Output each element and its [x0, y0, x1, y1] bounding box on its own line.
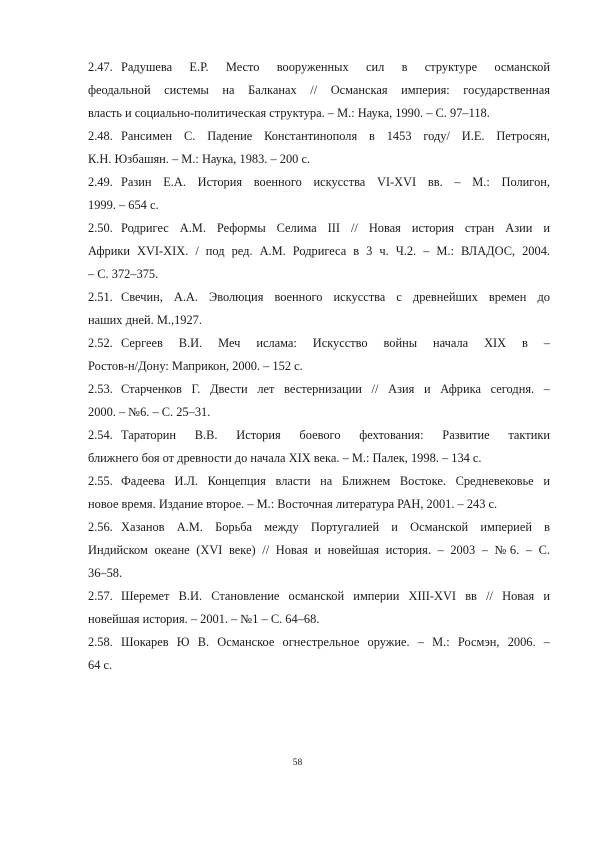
bibliography-entry	[88, 171, 550, 217]
entry-line	[88, 631, 550, 654]
entry-text: Хазанов А.М. Борьба между Португалией и Османской империей в	[121, 520, 550, 534]
entry-line	[88, 171, 550, 194]
entry-line	[88, 401, 550, 424]
entry-line	[88, 654, 550, 677]
entry-number: 2.50.	[88, 221, 113, 235]
entry-line	[88, 447, 550, 470]
entry-line	[88, 332, 550, 355]
entry-text: Индийском океане (XVI веке) // Новая и новейшая история. – 2003 – №6. – С.	[88, 543, 550, 557]
entry-line	[88, 355, 550, 378]
entry-number: 2.47.	[88, 60, 113, 74]
bibliography-entry	[88, 470, 550, 516]
entry-number: 2.52.	[88, 336, 113, 350]
entry-number: 2.53.	[88, 382, 113, 396]
entry-line	[88, 562, 550, 585]
entry-number: 2.54.	[88, 428, 113, 442]
entry-line	[88, 493, 550, 516]
entry-line	[88, 424, 550, 447]
entry-line	[88, 378, 550, 401]
entry-text: 64 с.	[88, 658, 113, 672]
entry-line	[88, 539, 550, 562]
bibliography-entry	[88, 378, 550, 424]
entry-text: Сергеев В.И. Меч ислама: Искусство войны начала XIX в –	[121, 336, 550, 350]
entry-line	[88, 516, 550, 539]
page-number: 58	[292, 758, 303, 768]
bibliography-entry	[88, 125, 550, 171]
entry-text: власть и социально-политическая структура. – М.: Наука, 1990. – С. 97–118.	[88, 106, 490, 120]
entry-line	[88, 148, 550, 171]
entry-line	[88, 585, 550, 608]
bibliography-entry	[88, 332, 550, 378]
bibliography-list	[88, 56, 550, 677]
entry-text: 2000. – №6. – С. 25–31.	[88, 405, 211, 419]
entry-text: Шокарев Ю В. Османское огнестрельное оружие. – М.: Росмэн, 2006. –	[121, 635, 550, 649]
entry-line	[88, 286, 550, 309]
bibliography-entry	[88, 56, 550, 125]
bibliography-entry	[88, 217, 550, 286]
entry-number: 2.51.	[88, 290, 113, 304]
entry-text: Фадеева И.Л. Концепция власти на Ближнем Востоке. Средневековье и	[121, 474, 550, 488]
entry-line	[88, 102, 550, 125]
entry-text: новейшая история. – 2001. – №1 – С. 64–68.	[88, 612, 320, 626]
entry-text: Свечин, А.А. Эволюция военного искусства с древнейших времен до	[121, 290, 550, 304]
entry-text: Тараторин В.В. История боевого фехтования: Развитие тактики	[121, 428, 550, 442]
entry-number: 2.58.	[88, 635, 113, 649]
entry-line	[88, 125, 550, 148]
entry-text: Африки XVI-XIX. / под ред. А.М. Родригеса в 3 ч. Ч.2. – М.: ВЛАДОС, 2004.	[88, 244, 550, 258]
entry-text: феодальной системы на Балканах // Османская империя: государственная	[88, 83, 550, 97]
entry-number: 2.48.	[88, 129, 113, 143]
bibliography-entry	[88, 516, 550, 585]
entry-text: новое время. Издание второе. – М.: Восточная литература РАН, 2001. – 243 с.	[88, 497, 498, 511]
entry-text: Рансимен С. Падение Константинополя в 1453 году/ И.Е. Петросян,	[121, 129, 550, 143]
entry-text: 36–58.	[88, 566, 123, 580]
entry-text: наших дней. М.,1927.	[88, 313, 202, 327]
entry-text: К.Н. Юзбашян. – М.: Наука, 1983. – 200 с.	[88, 152, 311, 166]
entry-line	[88, 56, 550, 79]
entry-text: Старченков Г. Двести лет вестернизации // Азия и Африка сегодня. –	[121, 382, 550, 396]
entry-line	[88, 309, 550, 332]
entry-line	[88, 470, 550, 493]
entry-text: Родригес А.М. Реформы Селима III // Новая история стран Азии и	[121, 221, 550, 235]
entry-text: Ростов-н/Дону: Маприкон, 2000. – 152 с.	[88, 359, 303, 373]
entry-text: – С. 372–375.	[88, 267, 159, 281]
bibliography-entry	[88, 631, 550, 677]
entry-number: 2.56.	[88, 520, 113, 534]
entry-number: 2.55.	[88, 474, 113, 488]
entry-line	[88, 79, 550, 102]
bibliography-entry	[88, 585, 550, 631]
entry-line	[88, 217, 550, 240]
bibliography-entry	[88, 286, 550, 332]
entry-text: 1999. – 654 с.	[88, 198, 159, 212]
bibliography-entry	[88, 424, 550, 470]
entry-text: ближнего боя от древности до начала XIX века. – М.: Палек, 1998. – 134 с.	[88, 451, 482, 465]
entry-number: 2.49.	[88, 175, 113, 189]
entry-number: 2.57.	[88, 589, 113, 603]
entry-line	[88, 240, 550, 263]
entry-line	[88, 608, 550, 631]
entry-text: Шеремет В.И. Становление османской империи XIII-XVI вв // Новая и	[121, 589, 550, 603]
entry-text: Радушева Е.Р. Место вооруженных сил в структуре османской	[121, 60, 550, 74]
entry-line	[88, 263, 550, 286]
entry-line	[88, 194, 550, 217]
entry-text: Разин Е.А. История военного искусства VI-XVI вв. – М.: Полигон,	[121, 175, 550, 189]
